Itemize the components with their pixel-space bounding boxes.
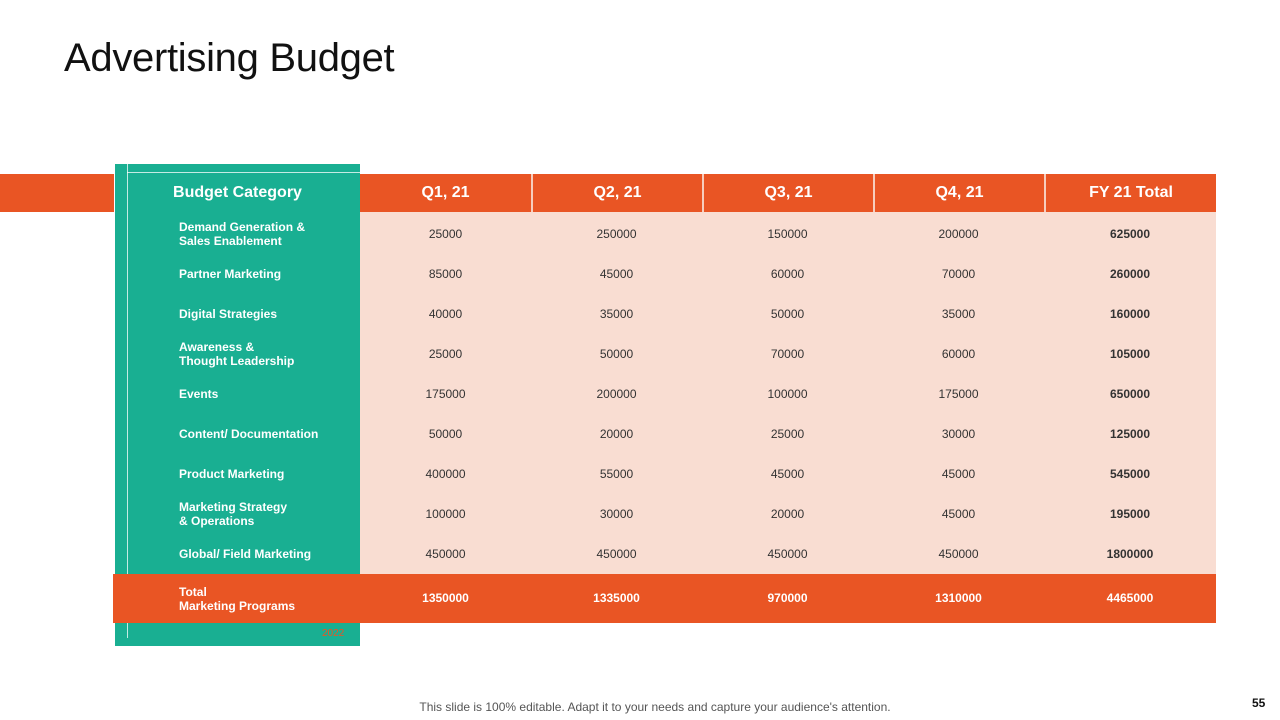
row-value-cell: 450000 xyxy=(938,547,979,561)
total-q3: 970000 xyxy=(767,591,808,605)
row-value-cell: 55000 xyxy=(599,467,634,481)
row-value-cell: 200000 xyxy=(596,387,637,401)
table-row xyxy=(115,294,1216,334)
row-category: Product Marketing xyxy=(179,467,285,481)
table-header xyxy=(115,174,1216,212)
row-category: Events xyxy=(179,387,219,401)
row-category: Content/ Documentation xyxy=(179,427,319,441)
row-total-cell: 260000 xyxy=(1109,267,1151,281)
row-value-cell: 450000 xyxy=(596,547,637,561)
row-value-cell: 100000 xyxy=(767,387,808,401)
row-value-cell: 45000 xyxy=(599,267,634,281)
header-fy-total: FY 21 Total xyxy=(1044,174,1216,212)
header-q2: Q2, 21 xyxy=(531,174,702,212)
row-value-cell: 25000 xyxy=(428,347,463,361)
table-row xyxy=(115,214,1216,254)
table-row xyxy=(115,334,1216,374)
row-value-cell: 20000 xyxy=(770,507,805,521)
row-value-cell: 250000 xyxy=(596,227,637,241)
row-value-cell: 400000 xyxy=(425,467,466,481)
footer-note: This slide is 100% editable. Adapt it to your needs and capture your audience's attention. xyxy=(419,700,891,714)
row-category: Awareness & Thought Leadership xyxy=(179,340,295,368)
row-value-cell: 175000 xyxy=(938,387,979,401)
total-q4: 1310000 xyxy=(935,591,982,605)
row-value-cell: 20000 xyxy=(599,427,634,441)
total-q1: 1350000 xyxy=(422,591,469,605)
total-row xyxy=(113,574,1216,623)
header-q1: Q1, 21 xyxy=(360,174,531,212)
row-value-cell: 45000 xyxy=(941,507,976,521)
row-value-cell: 50000 xyxy=(770,307,805,321)
row-total-cell: 125000 xyxy=(1109,427,1151,441)
page-number: 55 xyxy=(1252,696,1266,710)
table-row xyxy=(115,414,1216,454)
row-total-cell: 1800000 xyxy=(1106,547,1154,561)
row-value-cell: 85000 xyxy=(428,267,463,281)
row-value-cell: 50000 xyxy=(599,347,634,361)
table-row xyxy=(115,494,1216,534)
slide-title: Advertising Budget xyxy=(64,36,395,80)
row-value-cell: 35000 xyxy=(941,307,976,321)
row-total-cell: 545000 xyxy=(1109,467,1151,481)
row-total-cell: 195000 xyxy=(1109,507,1151,521)
row-value-cell: 70000 xyxy=(941,267,976,281)
row-value-cell: 175000 xyxy=(425,387,466,401)
row-category: Demand Generation & Sales Enablement xyxy=(179,220,306,248)
row-value-cell: 70000 xyxy=(770,347,805,361)
row-value-cell: 450000 xyxy=(425,547,466,561)
row-value-cell: 45000 xyxy=(941,467,976,481)
row-category: Partner Marketing xyxy=(179,267,282,281)
row-value-cell: 35000 xyxy=(599,307,634,321)
table-row xyxy=(115,534,1216,574)
row-value-cell: 150000 xyxy=(767,227,808,241)
row-category: Marketing Strategy & Operations xyxy=(179,500,288,528)
row-value-cell: 450000 xyxy=(767,547,808,561)
row-value-cell: 30000 xyxy=(599,507,634,521)
row-value-cell: 40000 xyxy=(428,307,463,321)
row-value-cell: 200000 xyxy=(938,227,979,241)
row-total-cell: 625000 xyxy=(1109,227,1151,241)
row-total-cell: 160000 xyxy=(1109,307,1151,321)
row-value-cell: 30000 xyxy=(941,427,976,441)
panel-tag: 2022 xyxy=(322,628,345,639)
row-total-cell: 650000 xyxy=(1109,387,1151,401)
row-value-cell: 25000 xyxy=(770,427,805,441)
total-q2: 1335000 xyxy=(593,591,640,605)
row-category: Global/ Field Marketing xyxy=(179,547,312,561)
row-value-cell: 45000 xyxy=(770,467,805,481)
total-label: Total Marketing Programs xyxy=(179,584,296,613)
header-category: Budget Category xyxy=(173,184,302,201)
row-value-cell: 25000 xyxy=(428,227,463,241)
row-value-cell: 100000 xyxy=(425,507,466,521)
table-row xyxy=(115,454,1216,494)
row-value-cell: 60000 xyxy=(941,347,976,361)
header-q4: Q4, 21 xyxy=(873,174,1044,212)
header-accent-strip xyxy=(0,174,114,212)
row-category: Digital Strategies xyxy=(179,307,278,321)
header-q3: Q3, 21 xyxy=(702,174,873,212)
row-value-cell: 50000 xyxy=(428,427,463,441)
row-total-cell: 105000 xyxy=(1109,347,1151,361)
panel-frame-top-line xyxy=(127,172,360,173)
row-value-cell: 60000 xyxy=(770,267,805,281)
total-fy: 4465000 xyxy=(1106,591,1154,605)
table-row xyxy=(115,374,1216,414)
table-row xyxy=(115,254,1216,294)
